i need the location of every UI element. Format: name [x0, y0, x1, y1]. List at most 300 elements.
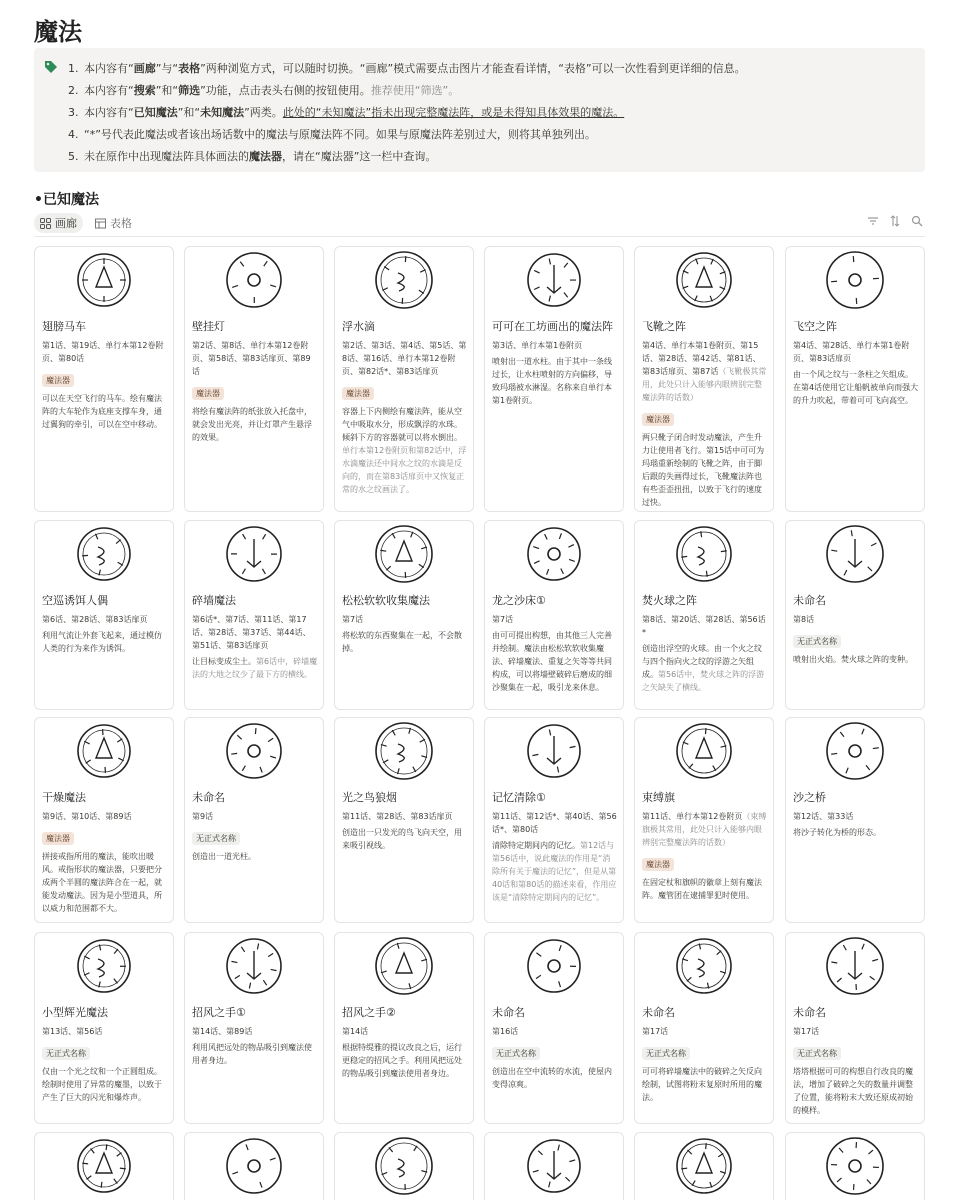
description-text: 可以在天空飞行的马车。绘有魔法阵的大车轮作为底座支撑车身，通过翼狗的牵引，可以在空中移动。	[42, 394, 162, 429]
divider	[34, 236, 925, 237]
note-text: 画廊	[133, 62, 156, 75]
card-description	[42, 629, 168, 655]
magic-circle-icon	[221, 247, 287, 313]
card-description	[642, 1065, 768, 1104]
card-image[interactable]	[335, 247, 473, 313]
gallery-card[interactable]	[34, 932, 174, 1124]
gallery-card[interactable]	[785, 932, 925, 1124]
card-description	[793, 653, 919, 666]
note-item	[68, 146, 746, 168]
card-image[interactable]	[786, 718, 924, 784]
gallery-view-label: 画廊	[55, 217, 77, 230]
gallery-card[interactable]	[334, 717, 474, 923]
magic-circle-icon	[822, 718, 888, 784]
card-description	[192, 1041, 318, 1067]
card-image[interactable]	[635, 933, 773, 999]
note-item	[68, 80, 746, 102]
description-text: 可可将碎墙魔法中的破碎之矢反向绘制，试图将粉末复原时所用的魔法。	[642, 1067, 762, 1102]
card-image[interactable]	[635, 521, 773, 587]
card-body	[793, 1005, 919, 1117]
note-number: 2.	[68, 84, 79, 97]
note-number: 1.	[68, 62, 79, 75]
note-item	[68, 102, 746, 124]
episodes-text: 第12话、第33话	[793, 812, 854, 821]
card-body	[642, 1005, 768, 1104]
card-body	[342, 319, 468, 496]
card-episodes	[642, 1025, 768, 1038]
description-text: 拼接戒指所用的魔法，能吹出暖风。戒指形状的魔法器，只要把分成两个半圆的魔法阵合在一起，就能发动魔法。因为是小型道具，所以威力和范围都不大。	[42, 852, 162, 913]
card-title: 招风之手②	[342, 1006, 396, 1019]
magic-circle-icon	[71, 1133, 137, 1199]
note-text: ，请在“魔法器”这一栏中查询。	[282, 150, 437, 163]
card-description	[192, 405, 318, 444]
category-tag: 无正式名称	[192, 832, 240, 845]
description-text: 容器上下内侧绘有魔法阵，能从空气中吸取水分，形成飘浮的水珠。倾斜下方的容器就可以将水倒出。	[342, 407, 462, 442]
episodes-text: 第17话	[642, 1027, 669, 1036]
card-image[interactable]	[786, 247, 924, 313]
card-body	[642, 790, 768, 902]
card-episodes	[492, 339, 618, 352]
card-title: 松松软软收集魔法	[342, 594, 430, 607]
note-text: 未知魔法	[200, 106, 245, 119]
description-text: 让目标变成尘土。	[192, 657, 256, 666]
card-title: 空巡诱饵人偶	[42, 594, 108, 607]
card-title: 记忆清除①	[492, 791, 546, 804]
description-text: 创造出浮空的火球。由一个火之纹与四个指向火之纹的浮游之矢组成。	[642, 644, 762, 679]
card-image[interactable]	[635, 1133, 773, 1199]
description-text: 在固定杖和旗帜的徽章上刻有魔法阵。魔管团在逮捕罪犯时使用。	[642, 878, 762, 900]
description-text: 仅由一个光之纹和一个正圆组成。绘制时使用了异常的魔墨，以致于产生了巨大的闪光和爆炸声。	[42, 1067, 162, 1102]
gallery-card[interactable]	[484, 246, 624, 512]
description-text: 利用风把远处的物品吸引到魔法使用者身边。	[192, 1043, 312, 1065]
episodes-text: 第14话	[342, 1027, 369, 1036]
card-image[interactable]	[485, 521, 623, 587]
card-image[interactable]	[485, 1133, 623, 1199]
card-title: 浮水滴	[342, 320, 375, 333]
gallery-card[interactable]	[34, 520, 174, 710]
card-image[interactable]	[35, 521, 173, 587]
category-tag: 无正式名称	[642, 1047, 690, 1060]
description-text: 创造出一道光柱。	[192, 852, 256, 861]
note-text: ”两类。	[244, 106, 283, 119]
note-text: “*”号代表此魔法或者该出场话数中的魔法与原魔法阵不同。如果与原魔法阵差别过大，则将其单独列出。	[84, 128, 596, 141]
episodes-text: 第7话	[492, 615, 514, 624]
card-description	[42, 392, 168, 431]
description-note: 第6话中，碎墙魔法的大地之纹少了最下方的横线。	[192, 657, 318, 679]
table-view-tab[interactable]	[89, 213, 138, 233]
card-body	[192, 1005, 318, 1067]
note-text: 此处的“未知魔法”指未出现完整魔法阵，或是未得知具体效果的魔法。	[282, 106, 625, 119]
category-tag: 魔法器	[42, 374, 74, 387]
card-body	[642, 593, 768, 694]
card-body	[42, 319, 168, 431]
description-text: 将绘有魔法阵的纸张放入托盘中，就会发出光亮，并让灯罩产生悬浮的效果。	[192, 407, 312, 442]
episodes-note: （飞靴极其常用，此处只计入能够内眼辨别完整魔法阵的话数）	[642, 367, 767, 402]
magic-circle-icon	[221, 718, 287, 784]
card-body	[342, 1005, 468, 1080]
description-text: 将沙子转化为桥的形态。	[793, 828, 881, 837]
card-title: 招风之手①	[192, 1006, 246, 1019]
card-episodes	[492, 1025, 618, 1038]
card-title: 可可在工坊画出的魔法阵	[492, 320, 613, 333]
card-body	[192, 593, 318, 681]
magic-circle-icon	[71, 521, 137, 587]
magic-circle-icon	[371, 1133, 437, 1199]
card-title: 未命名	[642, 1006, 675, 1019]
callout	[34, 48, 925, 172]
card-image[interactable]	[335, 718, 473, 784]
card-episodes	[192, 613, 318, 652]
gallery-card[interactable]	[484, 717, 624, 923]
gallery-card[interactable]	[34, 717, 174, 923]
episodes-text: 第9话、第10话、第89话	[42, 812, 132, 821]
card-episodes	[342, 1025, 468, 1038]
description-text: 根据特缇雅的提议改良之后，运行更稳定的招风之手。利用风把远处的物品吸引到魔法使用者身边。	[342, 1043, 462, 1078]
card-description	[342, 826, 468, 852]
gallery-card[interactable]	[34, 1132, 174, 1200]
gallery-card[interactable]	[785, 246, 925, 512]
note-number: 5.	[68, 150, 79, 163]
description-text: 创造出一只发光的鸟飞向天空，用来吸引视线。	[342, 828, 462, 850]
episodes-text: 第11话、第12话*、第40话、第56话*、第80话	[492, 812, 617, 834]
card-image[interactable]	[335, 933, 473, 999]
card-title: 壁挂灯	[192, 320, 225, 333]
card-body	[642, 319, 768, 509]
description-note: 单行本第12卷附页和第82话中，浮水滴魔法还中间水之纹的水滴是反向的，而在第83话扉页中又恢复正常的水之纹画法了。	[342, 446, 467, 494]
magic-circle-icon	[221, 1133, 287, 1199]
note-text: 推荐使用“筛选”。	[370, 84, 460, 97]
gallery-card[interactable]	[484, 520, 624, 710]
card-episodes	[192, 1025, 318, 1038]
card-title: 未命名	[492, 1006, 525, 1019]
card-description	[642, 431, 768, 509]
gallery-card[interactable]	[184, 520, 324, 710]
gallery-card[interactable]	[634, 1132, 774, 1200]
card-image[interactable]	[786, 521, 924, 587]
card-description	[492, 629, 618, 694]
toolbar	[867, 215, 923, 227]
gallery-card[interactable]	[484, 1132, 624, 1200]
episodes-text: 第1话、第19话、单行本第12卷附页、第80话	[42, 341, 164, 363]
note-text: 已知魔法	[133, 106, 178, 119]
magic-circle-icon	[71, 247, 137, 313]
card-description	[793, 826, 919, 839]
filter-icon[interactable]	[867, 215, 879, 227]
card-image[interactable]	[185, 247, 323, 313]
episodes-text: 第3话、单行本第1卷附页	[492, 341, 583, 350]
card-image[interactable]	[35, 718, 173, 784]
card-body	[42, 790, 168, 915]
page-title: 魔法	[34, 18, 82, 46]
gallery-card[interactable]	[785, 520, 925, 710]
magic-circle-icon	[822, 933, 888, 999]
episodes-text: 第8话	[793, 615, 815, 624]
card-title: 龙之沙床①	[492, 594, 546, 607]
episodes-text: 第6话、第28话、第83话扉页	[42, 615, 148, 624]
card-title: 未命名	[192, 791, 225, 804]
description-text: 清除特定期间内的记忆。	[492, 841, 580, 850]
note-number: 4.	[68, 128, 79, 141]
note-text: ”和“	[177, 106, 201, 119]
note-item	[68, 124, 746, 146]
card-description	[342, 1041, 468, 1080]
magic-circle-icon	[671, 247, 737, 313]
card-description	[42, 1065, 168, 1104]
description-text: 两只靴子闭合时发动魔法，产生升力让使用者飞行。第15话中可可为玛瑙重新绘制的飞靴之阵，由于脚后跟的失画得过长，飞靴魔法阵也有些歪歪扭扭，以致于飞行的速度过快。	[642, 433, 765, 507]
card-episodes	[492, 613, 618, 626]
card-description	[642, 876, 768, 902]
episodes-text: 第13话、第56话	[42, 1027, 103, 1036]
card-body	[793, 790, 919, 839]
category-tag: 无正式名称	[793, 635, 841, 648]
card-title: 飞空之阵	[793, 320, 837, 333]
card-episodes	[793, 339, 919, 365]
magic-circle-icon	[371, 718, 437, 784]
episodes-text: 第11话、第28话、第83话扉页	[342, 812, 453, 821]
episodes-text: 第14话、第89话	[192, 1027, 253, 1036]
magic-circle-icon	[371, 933, 437, 999]
description-text: 将松软的东西聚集在一起，不会散掉。	[342, 631, 462, 653]
search-icon[interactable]	[911, 215, 923, 227]
episodes-text: 第9话	[192, 812, 214, 821]
card-body	[492, 319, 618, 407]
card-image[interactable]	[335, 521, 473, 587]
gallery-card[interactable]	[334, 1132, 474, 1200]
card-description	[192, 655, 318, 681]
card-image[interactable]	[35, 933, 173, 999]
episodes-text: 第2话、第8话、单行本第12卷附页、第58话、第83话扉页、第89话	[192, 341, 311, 376]
card-image[interactable]	[35, 247, 173, 313]
category-tag: 魔法器	[342, 387, 374, 400]
card-title: 未命名	[793, 594, 826, 607]
gallery-card[interactable]	[184, 1132, 324, 1200]
card-episodes	[192, 810, 318, 823]
card-image[interactable]	[185, 521, 323, 587]
card-image[interactable]	[185, 718, 323, 784]
card-body	[793, 593, 919, 666]
episodes-text: 第11话、单行本第12卷附页	[642, 812, 743, 821]
description-note: 第56话中，焚火球之阵的浮游之矢缺失了横线。	[642, 670, 765, 692]
card-title: 碎墙魔法	[192, 594, 236, 607]
card-description	[42, 850, 168, 915]
gallery-icon	[40, 218, 51, 229]
magic-circle-icon	[521, 1133, 587, 1199]
card-episodes	[42, 339, 168, 365]
card-image[interactable]	[485, 718, 623, 784]
category-tag: 魔法器	[42, 832, 74, 845]
card-description	[492, 355, 618, 407]
gallery-card[interactable]	[184, 932, 324, 1124]
episodes-text: 第8话、第20话、第28话、第56话*	[642, 615, 766, 637]
category-tag: 魔法器	[642, 413, 674, 426]
category-tag: 无正式名称	[492, 1047, 540, 1060]
card-image[interactable]	[485, 933, 623, 999]
card-image[interactable]	[485, 247, 623, 313]
episodes-text: 第4话、单行本第1卷附页、第15话、第28话、第42话、第81话、第83话扉页、第87话	[642, 341, 761, 376]
gallery-view-tab[interactable]	[34, 213, 83, 233]
card-title: 沙之桥	[793, 791, 826, 804]
card-description	[492, 1065, 618, 1091]
card-body	[192, 319, 318, 444]
magic-circle-icon	[822, 1133, 888, 1199]
card-image[interactable]	[635, 718, 773, 784]
magic-circle-icon	[371, 247, 437, 313]
note-text: 本内容有“	[84, 84, 134, 97]
card-episodes	[793, 810, 919, 823]
episodes-text: 第6话*、第7话、第11话、第17话、第28话、第37话、第44话、第51话、第83话扉页	[192, 615, 311, 650]
card-episodes	[42, 810, 168, 823]
card-episodes	[793, 613, 919, 626]
gallery-card[interactable]	[334, 932, 474, 1124]
episodes-text: 第17话	[793, 1027, 820, 1036]
card-title: 焚火球之阵	[642, 594, 697, 607]
section-title: •已知魔法	[34, 192, 99, 208]
note-text: 本内容有“	[84, 106, 134, 119]
note-text: 筛选	[178, 84, 201, 97]
card-image[interactable]	[786, 933, 924, 999]
magic-circle-icon	[671, 521, 737, 587]
magic-circle-icon	[671, 1133, 737, 1199]
gallery-card[interactable]	[634, 717, 774, 923]
sort-icon[interactable]	[889, 215, 901, 227]
description-text: 由可可提出构想，由其他三人完善并绘制。魔法由松松软软收集魔法、碎墙魔法、重复之矢等等共同构成，可以将墙壁破碎后磨成的细沙聚集在一起，吸引龙来休息。	[492, 631, 612, 692]
card-episodes	[492, 810, 618, 836]
magic-circle-icon	[521, 933, 587, 999]
episodes-text: 第4话、第28话、单行本第1卷附页、第83话扉页	[793, 341, 910, 363]
tag-icon	[44, 60, 58, 74]
note-number: 3.	[68, 106, 79, 119]
card-image[interactable]	[635, 247, 773, 313]
category-tag: 魔法器	[642, 858, 674, 871]
card-title: 光之鸟狼烟	[342, 791, 397, 804]
magic-circle-icon	[822, 521, 888, 587]
gallery-card[interactable]	[785, 717, 925, 923]
gallery-card[interactable]	[634, 520, 774, 710]
description-text: 喷射出一道水柱。由于其中一条线过长，让水柱喷射的方向偏移，导致玛瑙被水淋湿。名称来自单行本第1卷附页。	[492, 357, 612, 405]
card-image[interactable]	[185, 1133, 323, 1199]
note-text: 搜索	[133, 84, 156, 97]
card-image[interactable]	[35, 1133, 173, 1199]
card-episodes	[42, 613, 168, 626]
card-description	[793, 1065, 919, 1117]
card-body	[42, 593, 168, 655]
gallery-card[interactable]	[484, 932, 624, 1124]
card-title: 小型辉光魔法	[42, 1006, 108, 1019]
gallery-card[interactable]	[184, 246, 324, 512]
card-body	[793, 319, 919, 407]
description-note: 第12话与第56话中，说此魔法的作用是“消除所有关于魔法的记忆”，但是从第40话和第80话的描述来看，作用应该是“清除特定期间内的记忆”。	[492, 841, 617, 902]
note-item	[68, 58, 746, 80]
card-description	[793, 368, 919, 407]
card-body	[492, 790, 618, 904]
description-text: 创造出在空中流转的水流，使屋内变得凉爽。	[492, 1067, 612, 1089]
episodes-text: 第7话	[342, 615, 364, 624]
magic-circle-icon	[71, 718, 137, 784]
table-view-label: 表格	[110, 217, 132, 230]
magic-circle-icon	[221, 521, 287, 587]
note-text: 魔法器	[249, 150, 282, 163]
magic-circle-icon	[671, 933, 737, 999]
note-text: ”和“	[155, 84, 179, 97]
gallery-card[interactable]	[785, 1132, 925, 1200]
gallery-card[interactable]	[334, 520, 474, 710]
category-tag: 无正式名称	[793, 1047, 841, 1060]
magic-circle-icon	[521, 521, 587, 587]
card-episodes	[642, 339, 768, 404]
description-text: 由一个风之纹与一条柱之矢组成。在第4话使用它让船帆被单向而强大的升力吹起，带着可可飞向高空。	[793, 370, 919, 405]
table-icon	[95, 218, 106, 229]
card-title: 翅膀马车	[42, 320, 86, 333]
card-description	[492, 839, 618, 904]
notes-list	[68, 58, 746, 168]
note-text: 本内容有“	[84, 62, 134, 75]
magic-circle-icon	[521, 718, 587, 784]
card-body	[492, 593, 618, 694]
card-episodes	[642, 613, 768, 639]
card-title: 束缚旗	[642, 791, 675, 804]
category-tag: 魔法器	[192, 387, 224, 400]
card-image[interactable]	[335, 1133, 473, 1199]
episodes-text: 第16话	[492, 1027, 519, 1036]
note-text: ”两种浏览方式，可以随时切换。“画廊”模式需要点击图片才能查看详情，“表格”可以一次性看到更详细的信息。	[200, 62, 746, 75]
description-text: 利用气流让外套飞起来，通过模仿人类的行为来作为诱饵。	[42, 631, 162, 653]
card-body	[492, 1005, 618, 1091]
gallery-card[interactable]	[34, 246, 174, 512]
card-body	[42, 1005, 168, 1104]
magic-circle-icon	[822, 247, 888, 313]
note-text: 未在原作中出现魔法阵具体画法的	[84, 150, 249, 163]
magic-circle-icon	[521, 247, 587, 313]
card-episodes	[642, 810, 768, 849]
card-body	[342, 593, 468, 655]
note-text: ”与“	[155, 62, 179, 75]
magic-circle-icon	[371, 521, 437, 587]
view-switcher	[34, 213, 138, 233]
card-episodes	[342, 613, 468, 626]
gallery-card[interactable]	[634, 246, 774, 512]
card-image[interactable]	[185, 933, 323, 999]
episodes-note: （束缚旗极其常用，此处只计入能够内眼辨别完整魔法阵的话数）	[642, 812, 767, 847]
card-description	[342, 405, 468, 496]
card-episodes	[192, 339, 318, 378]
card-episodes	[342, 339, 468, 378]
card-body	[342, 790, 468, 852]
card-body	[192, 790, 318, 863]
note-text: ”功能，点击表头右侧的按钮使用。	[200, 84, 371, 97]
magic-circle-icon	[71, 933, 137, 999]
note-text: 表格	[178, 62, 201, 75]
card-description	[642, 642, 768, 694]
card-title: 未命名	[793, 1006, 826, 1019]
gallery-card[interactable]	[334, 246, 474, 512]
magic-circle-icon	[671, 718, 737, 784]
card-episodes	[342, 810, 468, 823]
description-text: 喷射出火焰。焚火球之阵的变种。	[793, 655, 913, 664]
card-episodes	[793, 1025, 919, 1038]
gallery-card[interactable]	[184, 717, 324, 923]
episodes-text: 第2话、第3话、第4话、第5话、第8话、第16话、单行本第12卷附页、第82话*、第83话扉页	[342, 341, 467, 376]
gallery-card[interactable]	[634, 932, 774, 1124]
category-tag: 无正式名称	[42, 1047, 90, 1060]
card-image[interactable]	[786, 1133, 924, 1199]
description-text: 塔塔根据可可的构想自行改良的魔法，增加了破碎之矢的数量并调整了位置，能将粉末大致还原成初始的模样。	[793, 1067, 913, 1115]
card-description	[192, 850, 318, 863]
card-title: 干燥魔法	[42, 791, 86, 804]
card-description	[342, 629, 468, 655]
card-title: 飞靴之阵	[642, 320, 686, 333]
magic-circle-icon	[221, 933, 287, 999]
card-episodes	[42, 1025, 168, 1038]
